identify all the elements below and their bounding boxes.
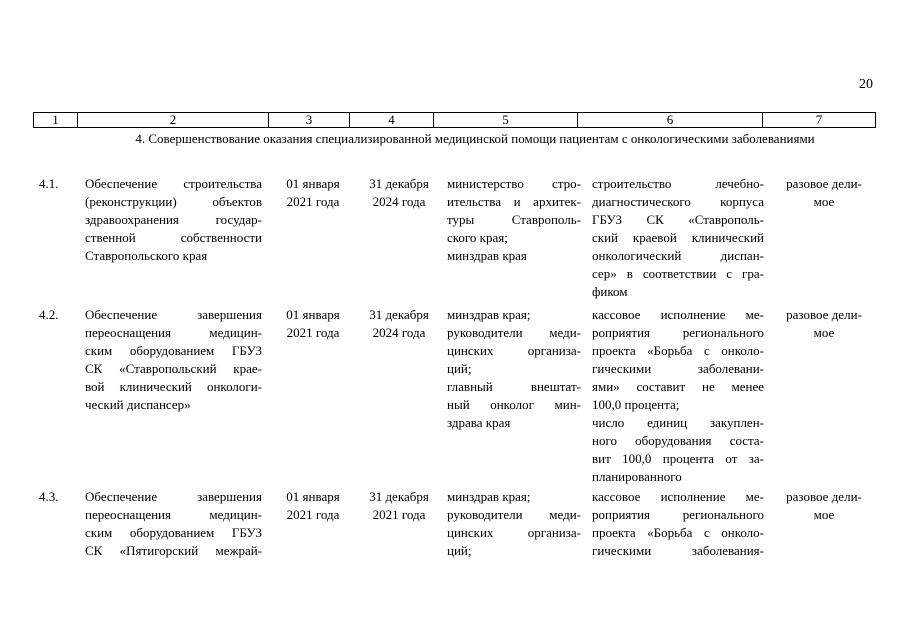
text-line: СК «Ставропольский крае-	[85, 361, 262, 376]
text-line: роприятия регионального	[592, 325, 764, 340]
text-line: минздрав края	[447, 248, 527, 263]
end-date-cell	[359, 306, 439, 342]
result-cell	[592, 175, 764, 301]
text-line: ций;	[447, 543, 472, 558]
text-line: разовое дели-	[786, 489, 862, 504]
text-line: ского края;	[447, 230, 508, 245]
text-line: роприятия регионального	[592, 507, 764, 522]
section-title: 4. Совершенствование оказания специализированной медицинской помощи пациентам с онкологическими заболеваниями	[135, 131, 815, 146]
type-cell	[777, 488, 871, 524]
text-line: разовое дели-	[786, 307, 862, 322]
text-line: 100,0 процента;	[592, 397, 680, 412]
text-line: минздрав края;	[447, 307, 531, 322]
text-line: министерство стро-	[447, 176, 581, 191]
result-cell	[592, 306, 764, 486]
text-line: сер» в соответствии с гра-	[592, 266, 764, 281]
header-col-2: 2	[78, 113, 269, 128]
text-line: Обеспечение завершения	[85, 307, 262, 322]
header-col-6: 6	[578, 113, 763, 128]
text-line: разовое дели-	[786, 176, 862, 191]
text-line: мое	[813, 325, 835, 340]
start-date-cell	[274, 175, 352, 211]
header-col-3: 3	[269, 113, 350, 128]
text-line: 2021 года	[286, 325, 340, 340]
text-line: 31 декабря	[369, 176, 429, 191]
end-date-cell	[359, 175, 439, 211]
text-line: строительство лечебно-	[592, 176, 764, 191]
row-number: 4.1.	[39, 176, 59, 191]
text-line: гическими заболевания-	[592, 543, 764, 558]
text-line: 01 января	[286, 489, 340, 504]
activity-cell	[85, 488, 262, 560]
text-line: минздрав края;	[447, 489, 531, 504]
text-line: (реконструкции) объектов	[85, 194, 262, 209]
text-line: 01 января	[286, 176, 340, 191]
text-line: руководители меди-	[447, 325, 581, 340]
activity-cell	[85, 306, 262, 414]
header-col-4: 4	[350, 113, 434, 128]
text-line: кассовое исполнение ме-	[592, 307, 764, 322]
text-line: планированного	[592, 469, 682, 484]
text-line: туры Ставрополь-	[447, 212, 581, 227]
text-line: 2024 года	[372, 194, 426, 209]
text-line: главный внештат-	[447, 379, 581, 394]
text-line: диагностического корпуса	[592, 194, 764, 209]
text-line: ГБУЗ СК «Ставрополь-	[592, 212, 764, 227]
text-line: ций;	[447, 361, 472, 376]
text-line: ями» составит не менее	[592, 379, 764, 394]
text-line: ный онколог мин-	[447, 397, 581, 412]
text-line: здрава края	[447, 415, 511, 430]
text-line: фиком	[592, 284, 628, 299]
text-line: переоснащения медицин-	[85, 507, 262, 522]
text-line: цинских организа-	[447, 525, 581, 540]
text-line: ного оборудования соста-	[592, 433, 764, 448]
responsible-cell	[447, 306, 581, 432]
text-line: 31 декабря	[369, 307, 429, 322]
text-line: 2021 года	[286, 507, 340, 522]
end-date-cell	[359, 488, 439, 524]
text-line: число единиц закуплен-	[592, 415, 764, 430]
text-line: Ставропольского края	[85, 248, 208, 263]
text-line: мое	[813, 194, 835, 209]
text-line: 2021 года	[372, 507, 426, 522]
text-line: цинских организа-	[447, 343, 581, 358]
text-line: 31 декабря	[369, 489, 429, 504]
text-line: онкологический диспан-	[592, 248, 764, 263]
header-col-5: 5	[434, 113, 578, 128]
text-line: мое	[813, 507, 835, 522]
header-col-1: 1	[34, 113, 78, 128]
text-line: проекта «Борьба с онколо-	[592, 343, 764, 358]
text-line: ским оборудованием ГБУЗ	[85, 343, 262, 358]
row-number: 4.3.	[39, 489, 59, 504]
text-line: 01 января	[286, 307, 340, 322]
text-line: Обеспечение завершения	[85, 489, 262, 504]
type-cell	[777, 306, 871, 342]
start-date-cell	[274, 488, 352, 524]
text-line: гическими заболевани-	[592, 361, 764, 376]
text-line: переоснащения медицин-	[85, 325, 262, 340]
text-line: проекта «Борьба с онколо-	[592, 525, 764, 540]
text-line: руководители меди-	[447, 507, 581, 522]
text-line: вой клинический онкологи-	[85, 379, 262, 394]
text-line: ческий диспансер»	[85, 397, 191, 412]
text-line: здравоохранения государ-	[85, 212, 262, 227]
text-line: СК «Пятигорский межрай-	[85, 543, 262, 558]
text-line: ительства и архитек-	[447, 194, 581, 209]
type-cell	[777, 175, 871, 211]
text-line: ский краевой клинический	[592, 230, 764, 245]
responsible-cell	[447, 488, 581, 560]
text-line: 2021 года	[286, 194, 340, 209]
text-line: ственной собственности	[85, 230, 262, 245]
text-line: Обеспечение строительства	[85, 176, 262, 191]
column-number-header	[33, 112, 876, 128]
header-col-7: 7	[763, 113, 876, 128]
text-line: вит 100,0 процента от за-	[592, 451, 764, 466]
text-line: кассовое исполнение ме-	[592, 489, 764, 504]
result-cell	[592, 488, 764, 560]
row-number: 4.2.	[39, 307, 59, 322]
activity-cell	[85, 175, 262, 265]
text-line: 2024 года	[372, 325, 426, 340]
responsible-cell	[447, 175, 581, 265]
start-date-cell	[274, 306, 352, 342]
page-number: 20	[859, 77, 873, 92]
text-line: ским оборудованием ГБУЗ	[85, 525, 262, 540]
